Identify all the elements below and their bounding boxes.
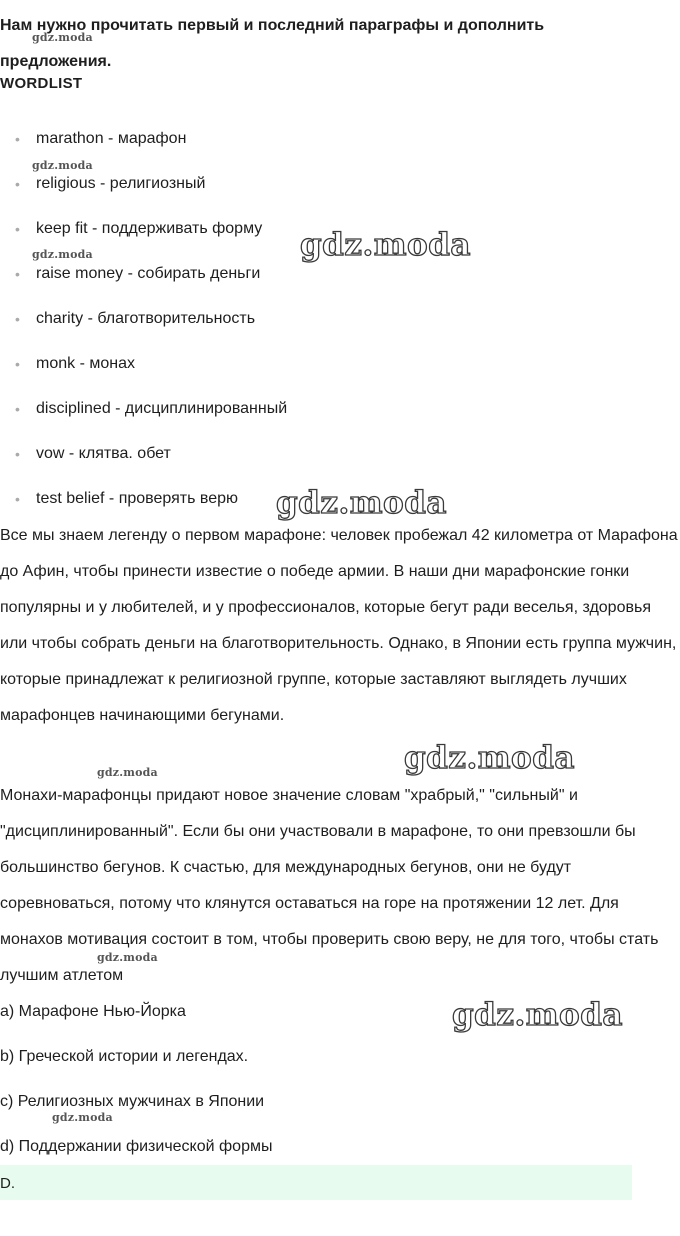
bullet-icon: • — [15, 131, 20, 147]
bullet-icon: • — [15, 266, 20, 282]
answer-text: D. — [0, 1175, 15, 1192]
wordlist-item — [0, 385, 600, 430]
wordlist — [0, 115, 600, 520]
paragraph-last: Монахи-марафонцы придают новое значение словам "храбрый," "сильный" и "дисциплинированный". Если бы они участвовали в марафоне, то они превзошли бы большинство бегунов. К счастью, для международных бегунов, они не будут соревноваться, потому что клянутся оставаться на горе на протяжении 12 лет. Для монахов мотивация состоит в том, чтобы проверить свою веру, не для того, чтобы стать лучшим атлетом — [0, 787, 659, 984]
option-a: a) Марафоне Нью-Йорка — [0, 1003, 186, 1020]
watermark-large: gdz.moda — [404, 740, 575, 776]
bullet-icon: • — [15, 401, 20, 417]
bullet-icon: • — [15, 446, 20, 462]
watermark-small: gdz.moda — [97, 951, 158, 964]
paragraph-first: Все мы знаем легенду о первом марафоне: человек пробежал 42 километра от Марафона до Афин, чтобы принести известие о победе армии. В наши дни марафонские гонки популярны и у любителей, и у профессионалов, которые бегут ради веселья, здоровья или чтобы собрать деньги на благотворительность. Однако, в Японии есть группа мужчин, которые принадлежат к религиозной группе, которые заставляют выглядеть лучших марафонцев начинающими бегунами. — [0, 527, 678, 724]
watermark-small: gdz.moda — [52, 1111, 113, 1124]
wordlist-item — [0, 295, 600, 340]
bullet-icon: • — [15, 356, 20, 372]
wordlist-item-text: keep fit - поддерживать форму — [36, 220, 263, 237]
wordlist-item-text: disciplined - дисциплинированный — [36, 400, 288, 417]
option-d: d) Поддержании физической формы — [0, 1138, 273, 1155]
bullet-icon: • — [15, 311, 20, 327]
task-instruction: Нам нужно прочитать первый и последний параграфы и дополнить предложения. — [0, 17, 545, 70]
wordlist-item — [0, 430, 600, 475]
bullet-icon: • — [15, 221, 20, 237]
wordlist-item-text: vow - клятва. обет — [36, 445, 171, 462]
watermark-large: gdz.moda — [452, 997, 623, 1033]
wordlist-item-text: monk - монах — [36, 355, 135, 372]
wordlist-item-text: religious - религиозный — [36, 175, 206, 192]
watermark-small: gdz.moda — [32, 248, 93, 261]
wordlist-item-text: test belief - проверять верю — [36, 490, 238, 507]
watermark-large: gdz.moda — [276, 485, 447, 521]
watermark-small: gdz.moda — [97, 766, 158, 779]
bullet-icon: • — [15, 491, 20, 507]
wordlist-item-text: raise money - собирать деньги — [36, 265, 261, 282]
wordlist-item — [0, 340, 600, 385]
watermark-small: gdz.moda — [32, 159, 93, 172]
option-b: b) Греческой истории и легендах. — [0, 1048, 249, 1065]
option-c: c) Религиозных мужчинах в Японии — [0, 1093, 265, 1110]
wordlist-item-text: charity - благотворительность — [36, 310, 256, 327]
wordlist-heading: WORDLIST — [0, 75, 83, 92]
watermark-large: gdz.moda — [300, 227, 471, 263]
wordlist-item-text: marathon - марафон — [36, 130, 187, 147]
bullet-icon: • — [15, 176, 20, 192]
answer-box — [0, 1165, 632, 1200]
wordlist-item — [0, 115, 600, 160]
watermark-small: gdz.moda — [32, 31, 93, 44]
